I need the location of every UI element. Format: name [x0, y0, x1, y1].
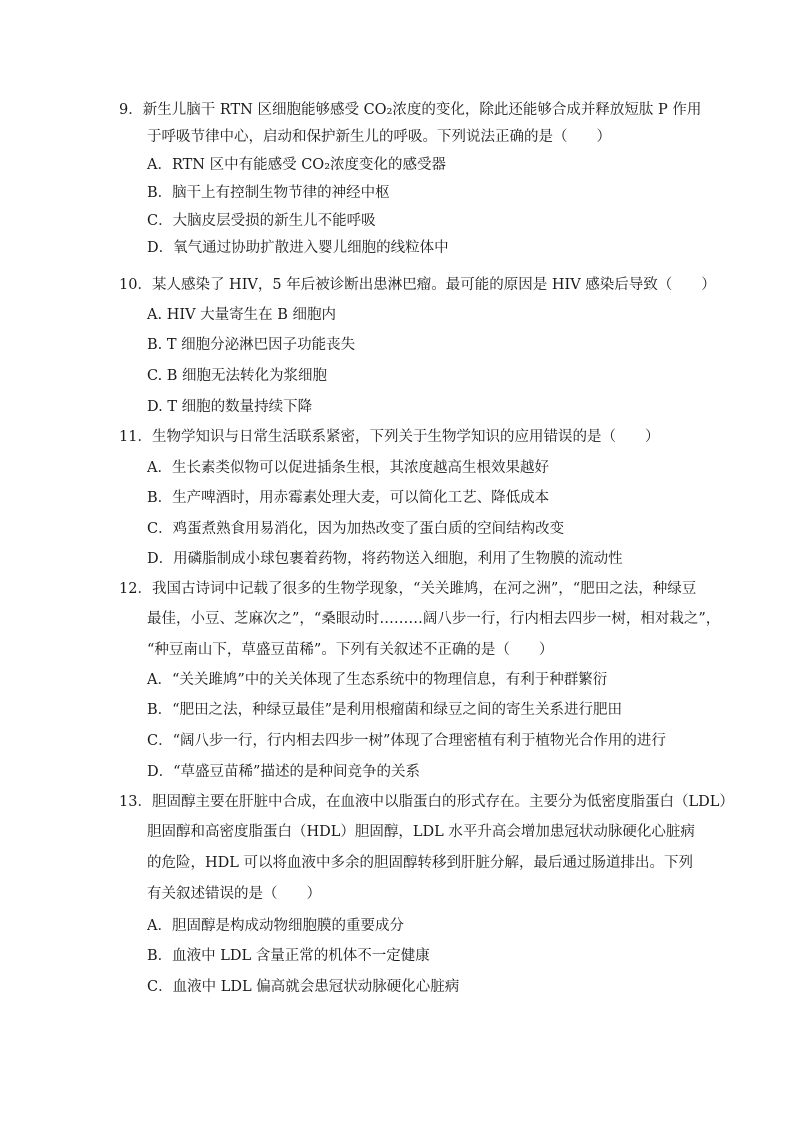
question-13-stem-line-4: 有关叙述错误的是（ ）: [147, 886, 321, 902]
question-13-option-c: C．血液中 LDL 偏高就会患冠状动脉硬化心脏病: [147, 979, 460, 995]
question-10-option-b: B. T 细胞分泌淋巴因子功能丧失: [147, 337, 356, 353]
question-10-option-d: D. T 细胞的数量持续下降: [147, 399, 313, 415]
question-13-option-a: A．胆固醇是构成动物细胞膜的重要成分: [147, 918, 404, 934]
question-13-stem-line-2: 胆固醇和高密度脂蛋白（HDL）胆固醇，LDL 水平升高会增加患冠状动脉硬化心脏病: [147, 824, 695, 840]
question-11-number: 11．: [119, 429, 152, 445]
question-9-number: 9．: [119, 102, 143, 118]
question-10-number: 10．: [119, 277, 152, 293]
question-12-number: 12．: [119, 581, 152, 597]
question-9-stem-line-1: 9．新生儿脑干 RTN 区细胞能够感受 CO₂浓度的变化，除此还能够合成并释放短肽 P 作用: [119, 102, 702, 118]
question-10-option-a: A. HIV 大量寄生在 B 细胞内: [147, 307, 337, 323]
question-12-option-d: D．“草盛豆苗稀”描述的是种间竞争的关系: [147, 764, 420, 780]
question-9-option-c: C．大脑皮层受损的新生儿不能呼吸: [147, 213, 376, 229]
question-12-stem-line-1: 12．我国古诗词中记载了很多的生物学现象，“关关雎鸠，在河之洲”，“肥田之法，种绿豆: [119, 581, 697, 597]
question-10-option-c: C. B 细胞无法转化为浆细胞: [147, 368, 328, 384]
question-10-stem-line-1: 10．某人感染了 HIV，5 年后被诊断出患淋巴瘤。最可能的原因是 HIV 感染后导致（ ）: [119, 277, 716, 293]
question-12-stem-line-2: 最佳，小豆、芝麻次之”，“桑眼动时………阔八步一行，行内相去四步一树，相对栽之”，: [147, 611, 721, 627]
question-11-option-a: A．生长素类似物可以促进插条生根，其浓度越高生根效果越好: [147, 460, 549, 476]
question-13-number: 13．: [119, 794, 152, 810]
question-13-stem-line-1: 13．胆固醇主要在肝脏中合成，在血液中以脂蛋白的形式存在。主要分为低密度脂蛋白（LDL）: [119, 794, 734, 810]
question-9-option-a: A．RTN 区中有能感受 CO₂浓度变化的感受器: [147, 157, 447, 173]
question-11-option-c: C．鸡蛋煮熟食用易消化，因为加热改变了蛋白质的空间结构改变: [147, 521, 565, 537]
question-9-option-d: D．氧气通过协助扩散进入婴儿细胞的线粒体中: [147, 240, 449, 256]
question-9-stem-line-2: 于呼吸节律中心，启动和保护新生儿的呼吸。下列说法正确的是（ ）: [147, 129, 611, 145]
question-12-option-c: C．“阔八步一行，行内相去四步一树”体现了合理密植有利于植物光合作用的进行: [147, 733, 666, 749]
question-11-option-b: B．生产啤酒时，用赤霉素处理大麦，可以简化工艺、降低成本: [147, 490, 550, 506]
question-11-stem-line-1: 11．生物学知识与日常生活联系紧密，下列关于生物学知识的应用错误的是（ ）: [119, 429, 660, 445]
question-9-option-b: B．脑干上有控制生物节律的神经中枢: [147, 185, 390, 201]
question-12-option-b: B．“肥田之法，种绿豆最佳”是利用根瘤菌和绿豆之间的寄生关系进行肥田: [147, 702, 622, 718]
question-12-option-a: A．“关关雎鸠”中的关关体现了生态系统中的物理信息，有利于种群繁衍: [147, 672, 608, 688]
question-13-stem-line-3: 的危险，HDL 可以将血液中多余的胆固醇转移到肝脏分解，最后通过肠道排出。下列: [147, 855, 694, 871]
question-11-option-d: D．用磷脂制成小球包裹着药物，将药物送入细胞，利用了生物膜的流动性: [147, 551, 623, 567]
question-13-option-b: B．血液中 LDL 含量正常的机体不一定健康: [147, 948, 430, 964]
question-12-stem-line-3: “种豆南山下，草盛豆苗稀”。下列有关叙述不正确的是（ ）: [147, 642, 554, 658]
